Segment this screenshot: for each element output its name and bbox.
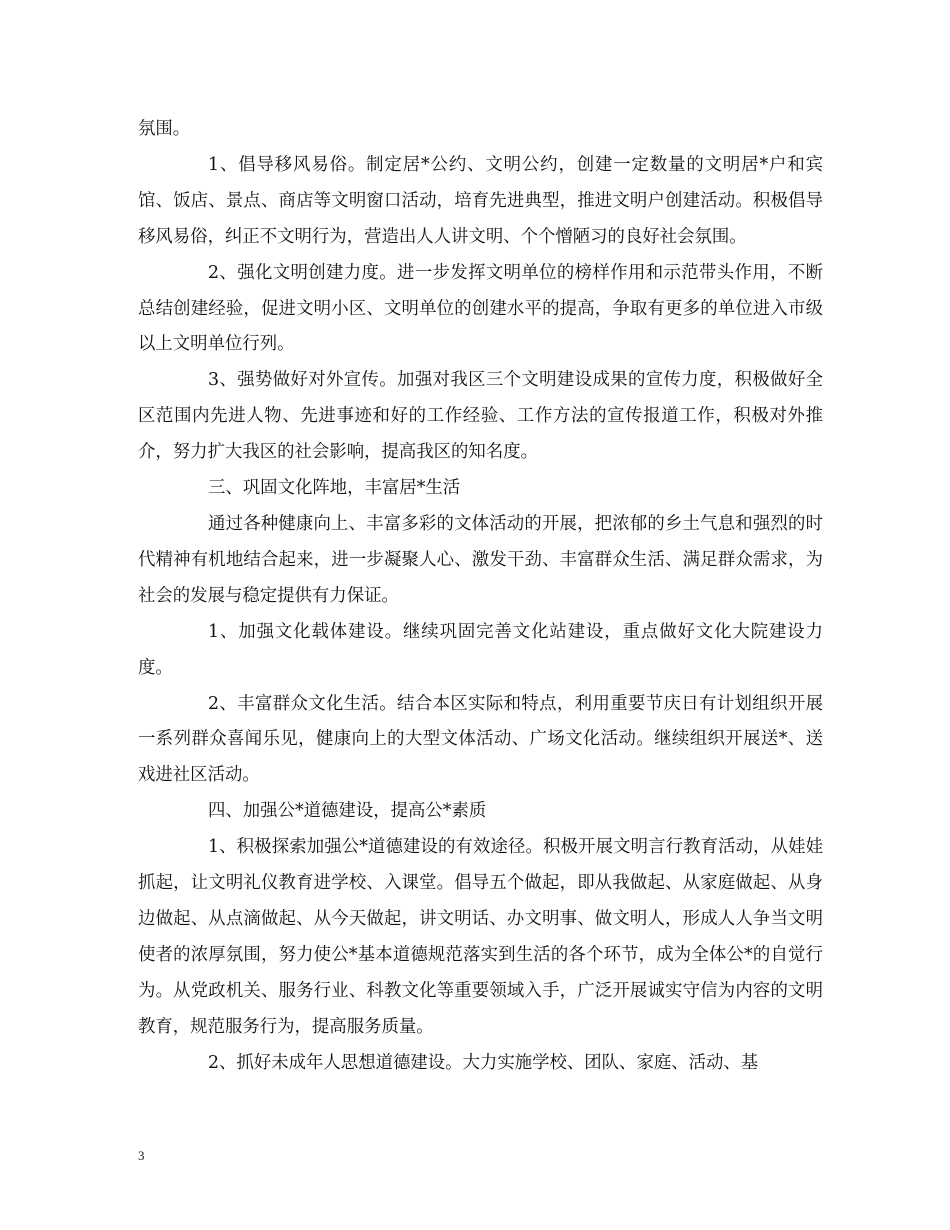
document-body — [138, 112, 823, 1081]
section-heading-4: 四、加强公*道德建设，提高公*素质 — [208, 801, 487, 822]
page-number: 3 — [138, 1148, 145, 1163]
paragraph-item-1-culture: 1、加强文化载体建设。继续巩固完善文化站建设，重点做好文化大院建设力度。 — [138, 621, 823, 678]
paragraph-continuation: 氛围。 — [138, 119, 191, 139]
paragraph-section-3-intro: 通过各种健康向上、丰富多彩的文体活动的开展，把浓郁的乡土气息和强烈的时代精神有机地结合起来，进一步凝聚人心、激发干劲、丰富群众生活、满足群众需求，为社会的发展与稳定提供有力保证。 — [138, 513, 823, 606]
section-heading-3: 三、巩固文化阵地，丰富居*生活 — [208, 478, 461, 499]
paragraph-item-1-customs: 1、倡导移风易俗。制定居*公约、文明公约，创建一定数量的文明居*户和宾馆、饭店、景点、商店等文明窗口活动，培育先进典型，推进文明户创建活动。积极倡导移风易俗，纠正不文明行为，营造出人人讲文明、个个憎陋习的良好社会氛围。 — [138, 154, 823, 247]
paragraph-item-2-culture-life: 2、丰富群众文化生活。结合本区实际和特点，利用重要节庆日有计划组织开展一系列群众喜闻乐见，健康向上的大型文体活动、广场文化活动。继续组织开展送*、送戏进社区活动。 — [138, 693, 823, 786]
paragraph-item-2-minors: 2、抓好未成年人思想道德建设。大力实施学校、团队、家庭、活动、基 — [208, 1052, 759, 1073]
paragraph-item-3-publicity: 3、强势做好对外宣传。加强对我区三个文明建设成果的宣传力度，积极做好全区范围内先进人物、先进事迹和好的工作经验、工作方法的宣传报道工作，积极对外推介，努力扩大我区的社会影响，提高我区的知名度。 — [138, 370, 823, 463]
paragraph-item-2-civilization: 2、强化文明创建力度。进一步发挥文明单位的榜样作用和示范带头作用，不断总结创建经验，促进文明小区、文明单位的创建水平的提高，争取有更多的单位进入市级以上文明单位行列。 — [138, 262, 823, 355]
paragraph-item-1-morality: 1、积极探索加强公*道德建设的有效途径。积极开展文明言行教育活动，从娃娃抓起，让文明礼仪教育进学校、入课堂。倡导五个做起，即从我做起、从家庭做起、从身边做起、从点滴做起、从今天做起，讲文明话、办文明事、做文明人，形成人人争当文明使者的浓厚氛围，努力使公*基本道德规范落实到生活的各个环节，成为全体公*的自觉行为。从党政机关、服务行业、科教文化等重要领域入手，广泛开展诚实守信为内容的文明教育，规范服务行为，提高服务质量。 — [138, 837, 823, 1037]
